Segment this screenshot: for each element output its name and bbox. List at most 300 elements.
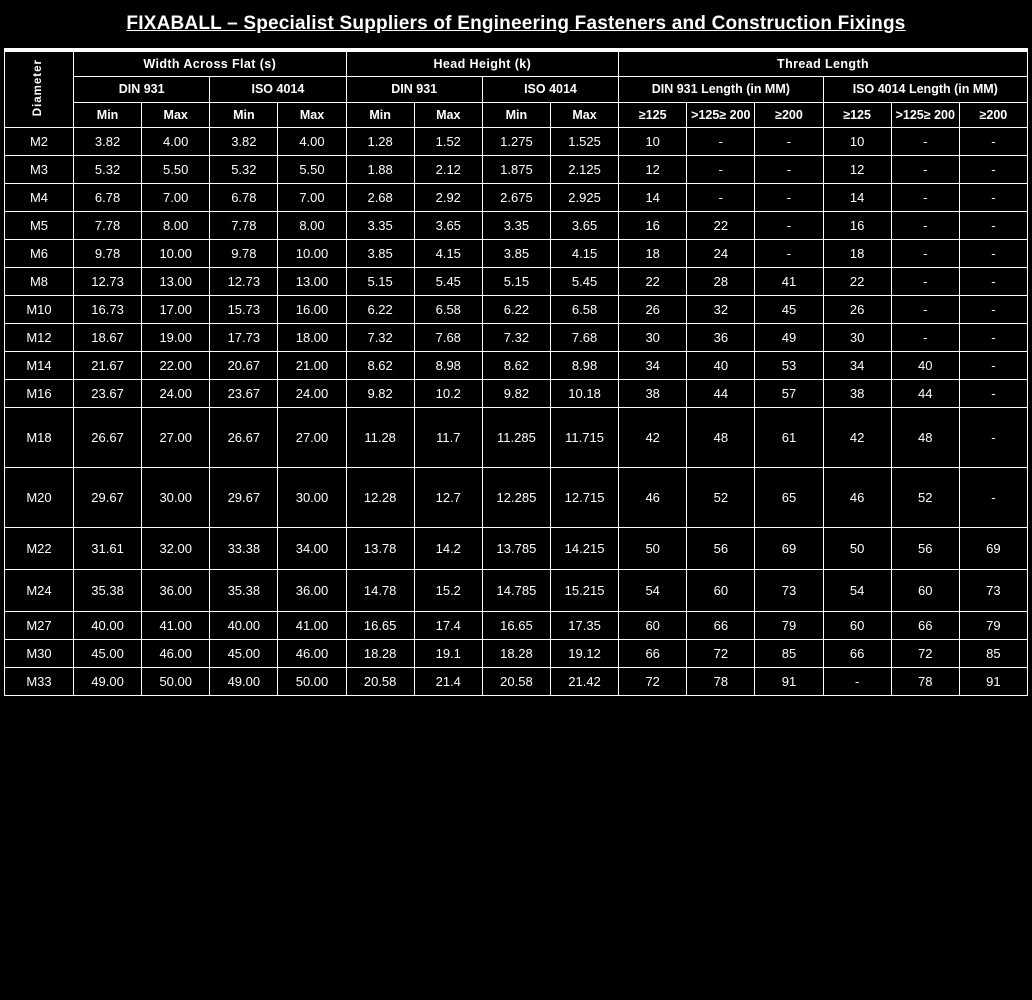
- cell-value: 41: [755, 268, 823, 296]
- cell-value: 12.715: [550, 468, 618, 528]
- cell-value: 3.85: [482, 240, 550, 268]
- cell-value: 35.38: [210, 570, 278, 612]
- standard-header-tl-iso4014: ISO 4014 Length (in MM): [823, 77, 1027, 102]
- table-row: [5, 570, 1028, 612]
- cell-value: 56: [687, 528, 755, 570]
- cell-value: 14.78: [346, 570, 414, 612]
- cell-value: 5.32: [74, 156, 142, 184]
- cell-value: 5.15: [346, 268, 414, 296]
- cell-value: 60: [823, 612, 891, 640]
- cell-value: 18.28: [346, 640, 414, 668]
- cell-value: 19.00: [142, 324, 210, 352]
- cell-value: -: [959, 380, 1027, 408]
- diameter-label: Diameter: [32, 59, 45, 117]
- subcolumn-header: ≥200: [755, 102, 823, 127]
- table-row: [5, 468, 1028, 528]
- cell-value: -: [891, 296, 959, 324]
- cell-value: -: [959, 184, 1027, 212]
- cell-value: 23.67: [210, 380, 278, 408]
- cell-value: 49: [755, 324, 823, 352]
- cell-value: 13.78: [346, 528, 414, 570]
- cell-value: 52: [687, 468, 755, 528]
- fastener-spec-table: [4, 51, 1028, 696]
- cell-value: 22: [687, 212, 755, 240]
- cell-value: 26: [619, 296, 687, 324]
- cell-value: -: [959, 408, 1027, 468]
- cell-value: 12.7: [414, 468, 482, 528]
- cell-value: 40.00: [74, 612, 142, 640]
- cell-value: 5.15: [482, 268, 550, 296]
- table-row: [5, 212, 1028, 240]
- cell-value: 11.28: [346, 408, 414, 468]
- subcolumn-header: Min: [210, 102, 278, 127]
- cell-value: 38: [619, 380, 687, 408]
- cell-value: 11.715: [550, 408, 618, 468]
- cell-value: 78: [891, 668, 959, 696]
- cell-value: 5.32: [210, 156, 278, 184]
- cell-value: 6.58: [550, 296, 618, 324]
- cell-value: 18.28: [482, 640, 550, 668]
- cell-value: 19.1: [414, 640, 482, 668]
- cell-value: 16.65: [482, 612, 550, 640]
- cell-value: -: [755, 156, 823, 184]
- cell-value: 27.00: [142, 408, 210, 468]
- cell-value: 2.675: [482, 184, 550, 212]
- cell-value: 12: [619, 156, 687, 184]
- cell-value: 20.58: [346, 668, 414, 696]
- cell-diameter: M5: [5, 212, 74, 240]
- cell-value: 15.73: [210, 296, 278, 324]
- cell-value: 7.32: [482, 324, 550, 352]
- cell-value: -: [959, 128, 1027, 156]
- cell-value: 66: [891, 612, 959, 640]
- cell-value: 45.00: [210, 640, 278, 668]
- header-row-subheaders: [5, 102, 1028, 127]
- cell-value: 32.00: [142, 528, 210, 570]
- cell-value: 60: [687, 570, 755, 612]
- cell-value: 12.285: [482, 468, 550, 528]
- table-head: [5, 52, 1028, 128]
- cell-value: 29.67: [74, 468, 142, 528]
- cell-value: 73: [959, 570, 1027, 612]
- subcolumn-header: ≥125: [823, 102, 891, 127]
- cell-value: 34.00: [278, 528, 346, 570]
- cell-value: 7.78: [210, 212, 278, 240]
- table-row: [5, 640, 1028, 668]
- cell-value: 27.00: [278, 408, 346, 468]
- cell-value: 91: [755, 668, 823, 696]
- cell-value: 6.22: [346, 296, 414, 324]
- cell-value: -: [687, 128, 755, 156]
- cell-diameter: M33: [5, 668, 74, 696]
- cell-value: -: [755, 184, 823, 212]
- table-row: [5, 268, 1028, 296]
- cell-value: 3.35: [346, 212, 414, 240]
- cell-diameter: M2: [5, 128, 74, 156]
- cell-value: 50.00: [278, 668, 346, 696]
- cell-value: 57: [755, 380, 823, 408]
- cell-value: 22: [823, 268, 891, 296]
- cell-value: 50.00: [142, 668, 210, 696]
- cell-value: 60: [891, 570, 959, 612]
- cell-value: 60: [619, 612, 687, 640]
- cell-value: 1.52: [414, 128, 482, 156]
- cell-diameter: M8: [5, 268, 74, 296]
- cell-value: 73: [755, 570, 823, 612]
- cell-value: 7.78: [74, 212, 142, 240]
- cell-value: 6.78: [210, 184, 278, 212]
- cell-value: 69: [755, 528, 823, 570]
- page-title: FIXABALL – Specialist Suppliers of Engineering Fasteners and Construction Fixings: [126, 13, 906, 34]
- cell-value: 22.00: [142, 352, 210, 380]
- cell-diameter: M16: [5, 380, 74, 408]
- cell-value: 17.4: [414, 612, 482, 640]
- cell-value: 42: [823, 408, 891, 468]
- table-row: [5, 352, 1028, 380]
- cell-value: 8.98: [550, 352, 618, 380]
- cell-value: 41.00: [142, 612, 210, 640]
- cell-value: 4.00: [278, 128, 346, 156]
- header-row-standards: [5, 77, 1028, 102]
- cell-value: 46: [619, 468, 687, 528]
- cell-value: 10: [823, 128, 891, 156]
- cell-diameter: M20: [5, 468, 74, 528]
- cell-value: 72: [687, 640, 755, 668]
- cell-value: 3.82: [210, 128, 278, 156]
- cell-value: 17.73: [210, 324, 278, 352]
- cell-value: 2.12: [414, 156, 482, 184]
- cell-value: -: [959, 352, 1027, 380]
- cell-value: 6.22: [482, 296, 550, 324]
- cell-value: 36: [687, 324, 755, 352]
- column-header-diameter: [5, 52, 74, 128]
- cell-value: 7.68: [414, 324, 482, 352]
- cell-value: 24: [687, 240, 755, 268]
- cell-value: 12.28: [346, 468, 414, 528]
- cell-value: 91: [959, 668, 1027, 696]
- cell-value: 16.00: [278, 296, 346, 324]
- cell-value: -: [891, 156, 959, 184]
- standard-header-waf-din931: DIN 931: [74, 77, 210, 102]
- cell-value: 26: [823, 296, 891, 324]
- cell-value: 13.785: [482, 528, 550, 570]
- cell-value: 79: [959, 612, 1027, 640]
- cell-value: 1.88: [346, 156, 414, 184]
- cell-value: 18.00: [278, 324, 346, 352]
- cell-value: 16.65: [346, 612, 414, 640]
- cell-value: 1.28: [346, 128, 414, 156]
- cell-value: -: [959, 296, 1027, 324]
- cell-value: 11.7: [414, 408, 482, 468]
- cell-value: 15.215: [550, 570, 618, 612]
- cell-value: 53: [755, 352, 823, 380]
- cell-value: 45.00: [74, 640, 142, 668]
- cell-value: 21.42: [550, 668, 618, 696]
- cell-value: 21.00: [278, 352, 346, 380]
- subcolumn-header: ≥200: [959, 102, 1027, 127]
- cell-value: 8.62: [482, 352, 550, 380]
- cell-value: 6.78: [74, 184, 142, 212]
- cell-value: 32: [687, 296, 755, 324]
- cell-value: 1.875: [482, 156, 550, 184]
- subcolumn-header: Min: [482, 102, 550, 127]
- cell-value: 54: [823, 570, 891, 612]
- cell-diameter: M10: [5, 296, 74, 324]
- cell-value: 46.00: [278, 640, 346, 668]
- cell-value: 40: [687, 352, 755, 380]
- cell-value: -: [687, 156, 755, 184]
- cell-value: 35.38: [74, 570, 142, 612]
- cell-value: 11.285: [482, 408, 550, 468]
- subcolumn-header: Max: [278, 102, 346, 127]
- cell-value: 10.18: [550, 380, 618, 408]
- cell-value: 2.925: [550, 184, 618, 212]
- subcolumn-header: Min: [346, 102, 414, 127]
- cell-value: 3.65: [414, 212, 482, 240]
- cell-value: 40.00: [210, 612, 278, 640]
- cell-value: 12.73: [210, 268, 278, 296]
- cell-value: 33.38: [210, 528, 278, 570]
- cell-value: 34: [619, 352, 687, 380]
- group-header-width-across-flat: Width Across Flat (s): [74, 52, 347, 77]
- table-row: [5, 528, 1028, 570]
- group-header-head-height: Head Height (k): [346, 52, 619, 77]
- cell-value: 16: [619, 212, 687, 240]
- cell-value: 16.73: [74, 296, 142, 324]
- cell-value: 48: [687, 408, 755, 468]
- cell-value: 85: [959, 640, 1027, 668]
- cell-value: 7.00: [278, 184, 346, 212]
- cell-value: -: [755, 128, 823, 156]
- table-row: [5, 324, 1028, 352]
- cell-value: 3.65: [550, 212, 618, 240]
- cell-value: 40: [891, 352, 959, 380]
- table-row: [5, 380, 1028, 408]
- cell-value: 8.00: [278, 212, 346, 240]
- cell-value: 79: [755, 612, 823, 640]
- cell-value: 9.82: [346, 380, 414, 408]
- cell-value: 8.62: [346, 352, 414, 380]
- cell-value: 42: [619, 408, 687, 468]
- cell-value: 49.00: [210, 668, 278, 696]
- cell-diameter: M14: [5, 352, 74, 380]
- cell-value: 14.2: [414, 528, 482, 570]
- cell-value: 26.67: [210, 408, 278, 468]
- cell-value: -: [959, 212, 1027, 240]
- cell-value: -: [823, 668, 891, 696]
- subcolumn-header: Max: [142, 102, 210, 127]
- cell-value: 1.525: [550, 128, 618, 156]
- cell-value: 29.67: [210, 468, 278, 528]
- cell-value: 41.00: [278, 612, 346, 640]
- cell-value: -: [959, 240, 1027, 268]
- cell-value: 3.82: [74, 128, 142, 156]
- cell-diameter: M12: [5, 324, 74, 352]
- cell-value: 23.67: [74, 380, 142, 408]
- cell-value: 2.92: [414, 184, 482, 212]
- cell-value: 66: [619, 640, 687, 668]
- cell-value: 69: [959, 528, 1027, 570]
- cell-value: 20.58: [482, 668, 550, 696]
- cell-value: 30: [619, 324, 687, 352]
- table-row: [5, 128, 1028, 156]
- cell-value: 3.85: [346, 240, 414, 268]
- cell-diameter: M3: [5, 156, 74, 184]
- cell-value: 46: [823, 468, 891, 528]
- cell-value: 22: [619, 268, 687, 296]
- table-row: [5, 408, 1028, 468]
- cell-value: -: [755, 212, 823, 240]
- cell-value: 18: [619, 240, 687, 268]
- standard-header-hh-din931: DIN 931: [346, 77, 482, 102]
- standard-header-tl-din931: DIN 931 Length (in MM): [619, 77, 823, 102]
- cell-value: 44: [891, 380, 959, 408]
- cell-value: 36.00: [142, 570, 210, 612]
- cell-value: 45: [755, 296, 823, 324]
- cell-value: 20.67: [210, 352, 278, 380]
- standard-header-hh-iso4014: ISO 4014: [482, 77, 618, 102]
- cell-value: 9.78: [74, 240, 142, 268]
- cell-value: 4.15: [550, 240, 618, 268]
- table-body: [5, 128, 1028, 696]
- cell-value: 16: [823, 212, 891, 240]
- cell-diameter: M22: [5, 528, 74, 570]
- table-row: [5, 668, 1028, 696]
- cell-value: 12.73: [74, 268, 142, 296]
- cell-value: 7.32: [346, 324, 414, 352]
- cell-value: 24.00: [278, 380, 346, 408]
- table-row: [5, 156, 1028, 184]
- cell-value: -: [891, 184, 959, 212]
- cell-value: 9.78: [210, 240, 278, 268]
- cell-value: 6.58: [414, 296, 482, 324]
- cell-value: 2.125: [550, 156, 618, 184]
- header-row-groups: [5, 52, 1028, 77]
- cell-value: 30: [823, 324, 891, 352]
- cell-value: 10.2: [414, 380, 482, 408]
- cell-value: 10.00: [142, 240, 210, 268]
- cell-value: 21.4: [414, 668, 482, 696]
- cell-value: 56: [891, 528, 959, 570]
- cell-value: 5.50: [278, 156, 346, 184]
- cell-value: 7.00: [142, 184, 210, 212]
- cell-value: -: [755, 240, 823, 268]
- cell-value: 85: [755, 640, 823, 668]
- cell-value: 4.15: [414, 240, 482, 268]
- cell-value: 44: [687, 380, 755, 408]
- cell-value: 5.50: [142, 156, 210, 184]
- cell-value: 61: [755, 408, 823, 468]
- cell-value: 48: [891, 408, 959, 468]
- cell-diameter: M30: [5, 640, 74, 668]
- cell-value: 24.00: [142, 380, 210, 408]
- cell-value: 49.00: [74, 668, 142, 696]
- subcolumn-header: Max: [414, 102, 482, 127]
- cell-value: 36.00: [278, 570, 346, 612]
- cell-value: -: [891, 268, 959, 296]
- cell-value: 14.215: [550, 528, 618, 570]
- table-row: [5, 184, 1028, 212]
- cell-value: 38: [823, 380, 891, 408]
- cell-value: 26.67: [74, 408, 142, 468]
- cell-value: 78: [687, 668, 755, 696]
- cell-value: 18: [823, 240, 891, 268]
- cell-value: -: [959, 268, 1027, 296]
- cell-value: 30.00: [278, 468, 346, 528]
- cell-value: 5.45: [414, 268, 482, 296]
- cell-value: 14.785: [482, 570, 550, 612]
- cell-value: 5.45: [550, 268, 618, 296]
- cell-value: 15.2: [414, 570, 482, 612]
- cell-value: 72: [619, 668, 687, 696]
- cell-value: 7.68: [550, 324, 618, 352]
- cell-value: 8.00: [142, 212, 210, 240]
- cell-value: 50: [823, 528, 891, 570]
- cell-value: 14: [823, 184, 891, 212]
- subcolumn-header: ≥125: [619, 102, 687, 127]
- cell-value: 1.275: [482, 128, 550, 156]
- cell-value: 18.67: [74, 324, 142, 352]
- cell-value: 3.35: [482, 212, 550, 240]
- cell-value: 30.00: [142, 468, 210, 528]
- cell-value: -: [687, 184, 755, 212]
- cell-diameter: M24: [5, 570, 74, 612]
- cell-value: -: [891, 324, 959, 352]
- cell-value: 28: [687, 268, 755, 296]
- cell-value: 10.00: [278, 240, 346, 268]
- cell-value: 14: [619, 184, 687, 212]
- cell-value: 54: [619, 570, 687, 612]
- cell-value: 12: [823, 156, 891, 184]
- cell-value: 65: [755, 468, 823, 528]
- cell-diameter: M27: [5, 612, 74, 640]
- cell-value: 52: [891, 468, 959, 528]
- cell-value: 8.98: [414, 352, 482, 380]
- cell-value: 13.00: [278, 268, 346, 296]
- cell-value: 19.12: [550, 640, 618, 668]
- cell-value: 2.68: [346, 184, 414, 212]
- cell-value: 4.00: [142, 128, 210, 156]
- table-row: [5, 296, 1028, 324]
- cell-value: -: [891, 212, 959, 240]
- cell-value: 10: [619, 128, 687, 156]
- cell-value: 50: [619, 528, 687, 570]
- cell-value: -: [891, 128, 959, 156]
- cell-value: -: [959, 156, 1027, 184]
- group-header-thread-length: Thread Length: [619, 52, 1028, 77]
- cell-value: 66: [687, 612, 755, 640]
- cell-value: -: [959, 468, 1027, 528]
- cell-value: 34: [823, 352, 891, 380]
- table-row: [5, 240, 1028, 268]
- standard-header-waf-iso4014: ISO 4014: [210, 77, 346, 102]
- cell-value: 17.35: [550, 612, 618, 640]
- cell-value: 13.00: [142, 268, 210, 296]
- document-title-bar: [4, 0, 1028, 48]
- subcolumn-header: >125≥ 200: [891, 102, 959, 127]
- cell-value: -: [959, 324, 1027, 352]
- cell-value: 21.67: [74, 352, 142, 380]
- cell-diameter: M6: [5, 240, 74, 268]
- cell-value: 17.00: [142, 296, 210, 324]
- cell-value: 9.82: [482, 380, 550, 408]
- cell-value: 31.61: [74, 528, 142, 570]
- cell-diameter: M18: [5, 408, 74, 468]
- table-row: [5, 612, 1028, 640]
- cell-value: -: [891, 240, 959, 268]
- cell-value: 72: [891, 640, 959, 668]
- subcolumn-header: Min: [74, 102, 142, 127]
